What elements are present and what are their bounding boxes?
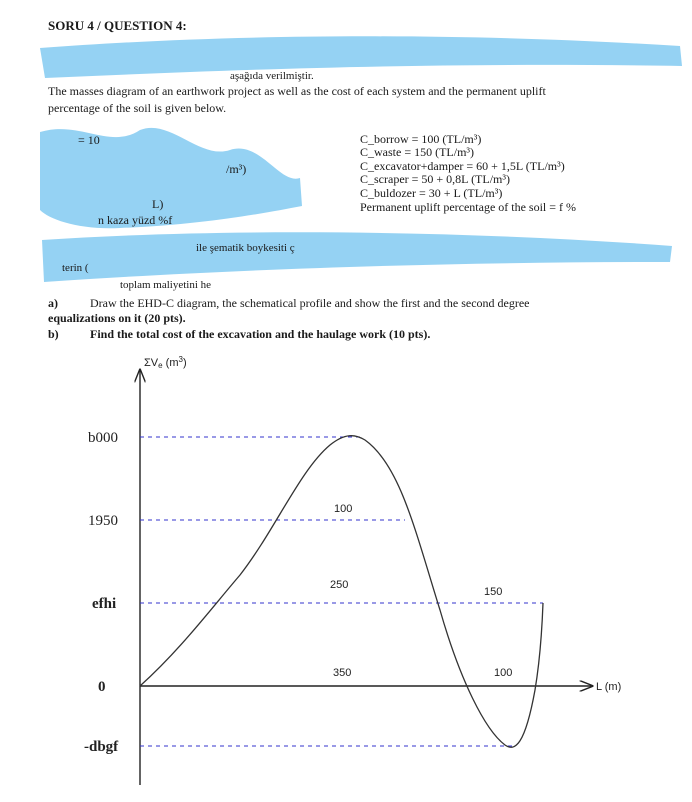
given-fragment-1: = 10 (78, 133, 100, 147)
segment-label-350: 350 (333, 667, 352, 679)
tr-fragment-4: toplam maliyetini he (120, 279, 212, 291)
segment-label-100-lower: 100 (494, 667, 513, 679)
part-b-label: b) (48, 327, 59, 341)
given-fragment-3: L) (152, 197, 164, 211)
y-axis-label: ΣVe $(m^3)$ (144, 355, 187, 370)
part-a-label: a) (48, 296, 58, 310)
question-heading: SORU 4 / QUESTION 4: (48, 18, 187, 33)
question-text-line-1: The masses diagram of an earthwork project as well as the cost of each system and the permanent uplift (48, 84, 546, 98)
part-b-text: Find the total cost of the excavation and the haulage work (10 pts). (90, 327, 431, 341)
segment-label-150: 150 (484, 586, 503, 598)
part-a-text-2: equalizations on it (20 pts). (48, 311, 186, 325)
y-tick-0: 0 (98, 679, 106, 695)
cost-buldozer: C_buldozer = 30 + L (TL/m³) (360, 185, 503, 200)
cost-excavator: C_excavator+damper = 60 + 1,5L (TL/m³) (360, 158, 565, 173)
cost-scraper: C_scraper = 50 + 0,8L (TL/m³) (360, 172, 510, 187)
segment-label-250: 250 (330, 579, 349, 591)
mass-curve (140, 436, 543, 748)
uplift-percentage: Permanent uplift percentage of the soil = f % (360, 200, 577, 215)
y-tick-b000: b000 (88, 430, 118, 446)
tr-fragment-1: aşağıda verilmiştir. (230, 70, 314, 82)
tr-fragment-3: terin ( (62, 262, 89, 274)
cost-borrow: C_borrow = 100 (TL/m³) (360, 132, 482, 146)
y-tick-1950: 1950 (88, 513, 118, 529)
y-tick-dbgf: -dbgf (84, 739, 119, 755)
given-fragment-4: n kaza yüzd %f (98, 213, 173, 227)
tr-fragment-2: ile şematik boykesiti ç (196, 242, 295, 254)
y-tick-efhi: efhi (92, 596, 117, 612)
x-axis-label: L (m) (596, 681, 622, 693)
question-text-line-2: percentage of the soil is given below. (48, 101, 227, 115)
given-fragment-2: /m³) (226, 162, 247, 176)
segment-label-100-upper: 100 (334, 503, 353, 515)
cost-waste: C_waste = 150 (TL/m³) (360, 145, 475, 160)
part-a-text: Draw the EHD-C diagram, the schematical profile and show the first and the second degree (90, 296, 530, 310)
